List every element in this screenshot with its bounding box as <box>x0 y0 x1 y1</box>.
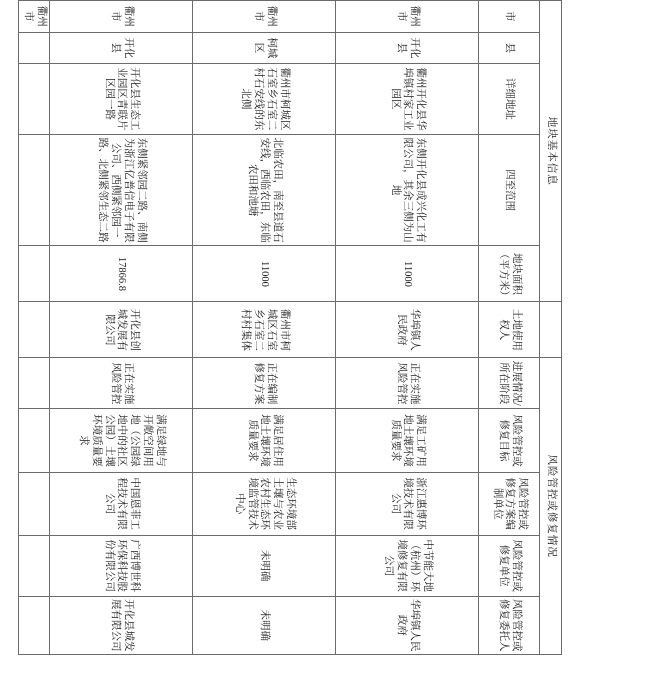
group-header-spacer <box>540 302 562 358</box>
cell-goal: 满足工矿用地土壤环境质量要求 <box>336 409 479 472</box>
cell-client: 华埠镇人民政府 <box>336 596 479 655</box>
group-header-basic-info: 地块基本信息 <box>540 1 562 302</box>
cell-exec-unit: 中节能大地（杭州）环境修复有限公司 <box>336 535 479 596</box>
cell-goal: 满足居住用地土壤环境质量要求 <box>193 409 336 472</box>
cell-progress: 正在实施风险管控 <box>336 358 479 409</box>
cell-county: 柯城区 <box>193 32 336 64</box>
cell-county: 开化县 <box>336 32 479 64</box>
cell-area <box>19 246 50 302</box>
cell-address: 衢州市柯城区石室乡石室二村石安线的东北侧 <box>193 64 336 134</box>
group-header-row <box>540 1 562 655</box>
column-header-plan-unit: 风险管控或修复方案编制单位 <box>479 472 540 535</box>
column-header-land-user: 土地使用权人 <box>479 302 540 358</box>
column-header-address: 详细地址 <box>479 64 540 134</box>
cell-plan-unit <box>19 472 50 535</box>
cell-goal: 满足绿地与开敞空间用地（公园绿地中的社区公园）土壤环境质量要求 <box>50 409 193 472</box>
column-header-range: 四至范围 <box>479 134 540 246</box>
cell-land-user: 衢州市柯城区石室乡石室二村村集体 <box>193 302 336 358</box>
cell-city: 衢州市 <box>336 1 479 33</box>
cell-land-user: 华埠镇人民政府 <box>336 302 479 358</box>
cell-exec-unit: 广西博世科环保科技股份有限公司 <box>50 535 193 596</box>
cell-progress: 正在实施风险管控 <box>50 358 193 409</box>
cell-address: 开化县生态工业园区青联片区园一路 <box>50 64 193 134</box>
column-header-area: 地块面积（平方米） <box>479 246 540 302</box>
cell-address: 衢州开化县华埠镇村家工业园区 <box>336 64 479 134</box>
cell-plan-unit: 浙江惠博环境技术有限公司 <box>336 472 479 535</box>
cell-land-user: 开化县创城发展有限公司 <box>50 302 193 358</box>
cell-land-user <box>19 302 50 358</box>
cell-progress: 正在编制修复方案 <box>193 358 336 409</box>
cell-county: 开化县 <box>50 32 193 64</box>
column-header-row <box>479 1 540 655</box>
cell-client <box>19 596 50 655</box>
cell-plan-unit: 中国恩菲工程技术有限公司 <box>50 472 193 535</box>
cell-county <box>19 32 50 64</box>
cell-progress <box>19 358 50 409</box>
cell-area: 11000 <box>193 246 336 302</box>
land-plot-table <box>18 0 562 655</box>
cell-address <box>19 64 50 134</box>
column-header-progress: 进展情况/所在阶段 <box>479 358 540 409</box>
cell-range <box>19 134 50 246</box>
cell-exec-unit <box>19 535 50 596</box>
table-row-partial <box>19 1 50 655</box>
cell-city: 衢州市 <box>193 1 336 33</box>
column-header-goal: 风险管控或修复目标 <box>479 409 540 472</box>
table-row <box>336 1 479 655</box>
cell-range: 东侧开化县成兴化工有限公司，其余三侧为山地 <box>336 134 479 246</box>
cell-plan-unit: 生态环境部土壤与农业农村生态环境监管技术中心 <box>193 472 336 535</box>
cell-client: 未明确 <box>193 596 336 655</box>
column-header-client: 风险管控或修复委托人 <box>479 596 540 655</box>
cell-city: 衢州市 <box>19 1 50 33</box>
table-row <box>50 1 193 655</box>
table-row <box>193 1 336 655</box>
cell-goal <box>19 409 50 472</box>
cell-city: 衢州市 <box>50 1 193 33</box>
cell-exec-unit: 未明确 <box>193 535 336 596</box>
cell-client: 开化县城发展有限公司 <box>50 596 193 655</box>
cell-area: 17866.8 <box>50 246 193 302</box>
cell-area: 11000 <box>336 246 479 302</box>
group-header-risk-control: 风险管控或修复情况 <box>540 358 562 655</box>
column-header-city: 市 <box>479 1 540 33</box>
column-header-county: 县 <box>479 32 540 64</box>
cell-range: 东侧紧邻园二路、南侧为浙江亿普信电子有限公司、西侧紧邻园一路、北侧紧邻生态二路 <box>50 134 193 246</box>
column-header-exec-unit: 风险管控或修复单位 <box>479 535 540 596</box>
cell-range: 北临农田，南至县道石安线，西临农田，东临农田和池塘 <box>193 134 336 246</box>
